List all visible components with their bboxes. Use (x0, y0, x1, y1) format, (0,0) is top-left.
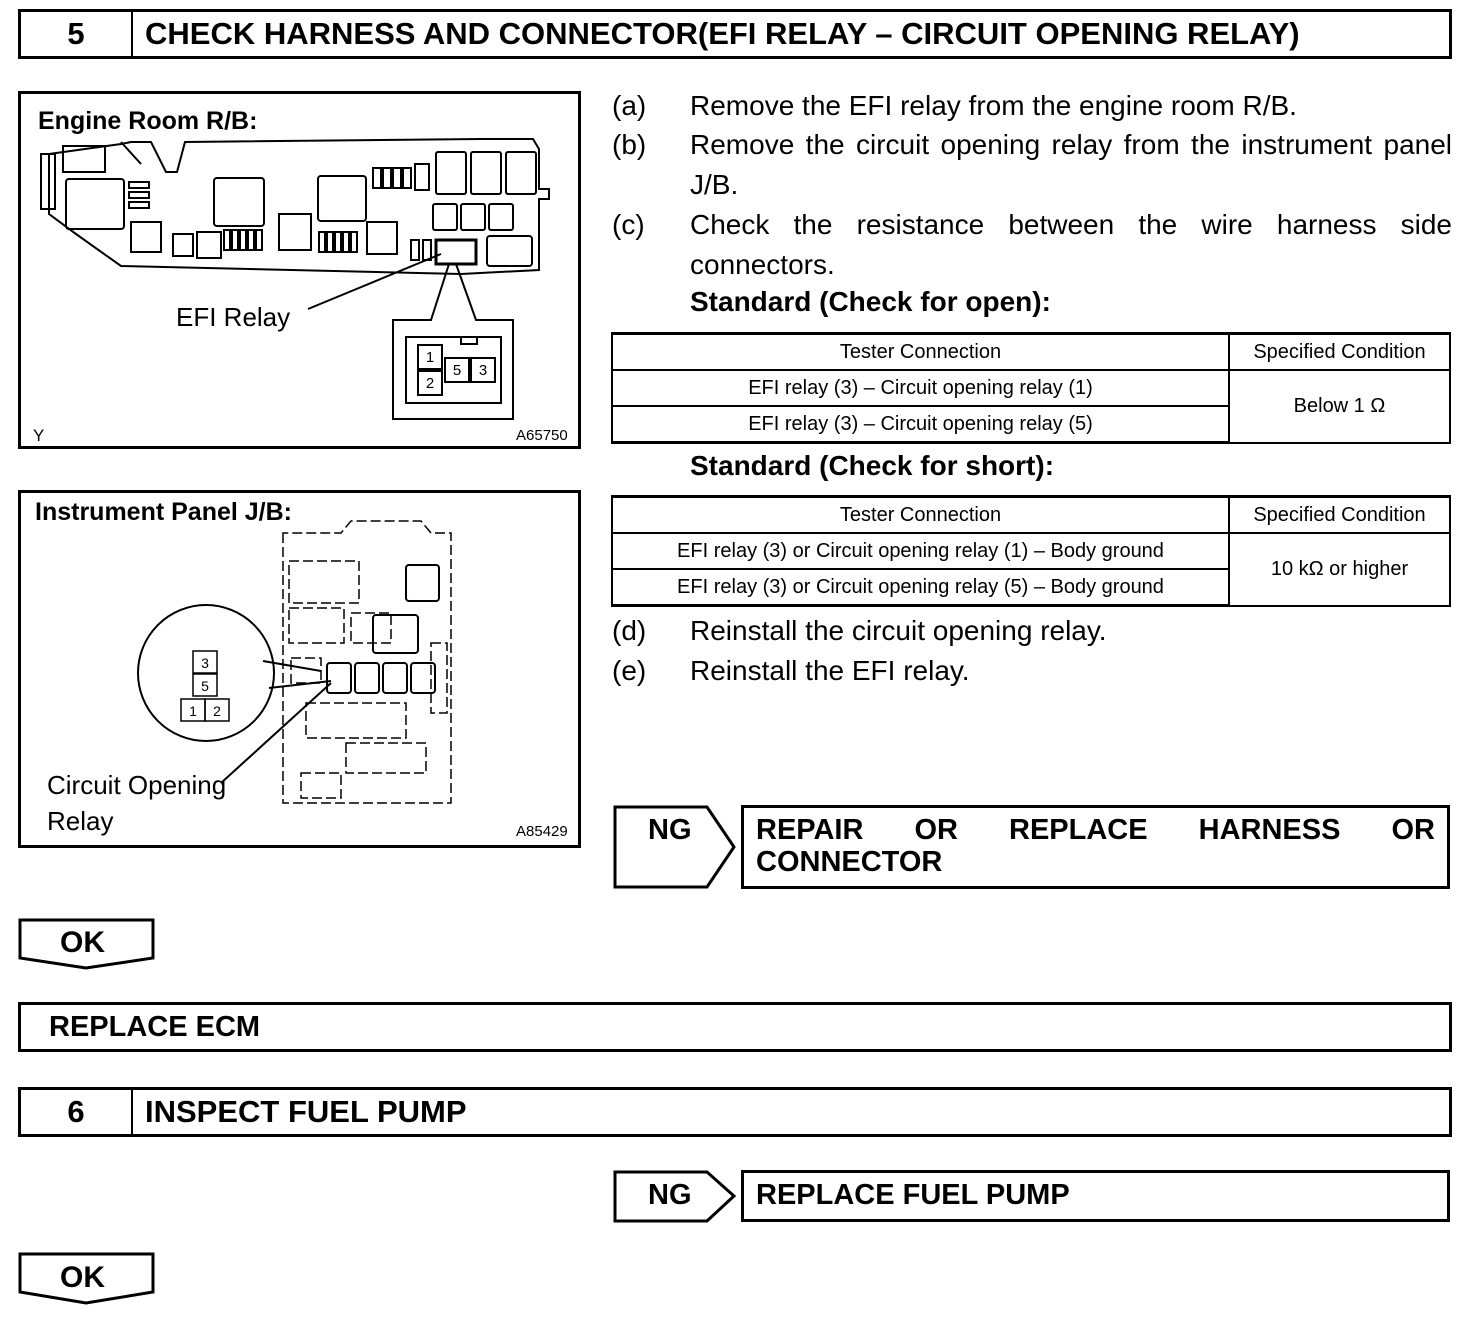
step-title: INSPECT FUEL PUMP (145, 1094, 467, 1129)
cor-terminal-3: 3 (201, 655, 209, 671)
instruction-letter: (c) (612, 209, 645, 240)
instruction-text: Remove the EFI relay from the engine room R/B. (690, 90, 1297, 121)
table-row (612, 370, 1450, 406)
replace-ecm-bar (18, 1002, 1452, 1052)
standard-open-table (611, 332, 1451, 444)
figure-title: Engine Room R/B: (38, 107, 258, 135)
step-number: 6 (21, 1090, 133, 1134)
table-header-row (612, 497, 1450, 534)
instruction-letter: (b) (612, 129, 647, 160)
label-line-2: Relay (47, 806, 114, 836)
instruction-letter: (d) (612, 615, 647, 646)
efi-terminal-2: 2 (425, 375, 435, 392)
ng-action-text: REPLACE FUEL PUMP (756, 1179, 1070, 1211)
standard-open-heading: Standard (Check for open): (690, 286, 1051, 317)
cor-terminal-1: 1 (189, 703, 197, 719)
instruction-text: Remove the circuit opening relay from the instrument panel J/B. (690, 129, 1452, 200)
instruction-letter: (e) (612, 655, 647, 686)
cor-terminal-5: 5 (201, 678, 209, 694)
table-cell: EFI relay (3) – Circuit opening relay (1) (612, 370, 1229, 406)
step-number: 5 (21, 12, 133, 56)
condition-cell: Below 1 Ω (1229, 370, 1450, 443)
figure-code: A65750 (516, 427, 568, 444)
efi-terminal-1: 1 (425, 349, 435, 366)
table-header: Specified Condition (1229, 497, 1450, 534)
condition-cell: 10 kΩ or higher (1229, 533, 1450, 606)
ng-action-1 (741, 805, 1450, 889)
ok-tag-1: OK (60, 926, 105, 959)
engine-room-rb-figure (18, 91, 581, 449)
label-line-1: Circuit Opening (47, 770, 227, 800)
standard-short-table (611, 495, 1451, 607)
instruction-letter: (a) (612, 90, 647, 121)
figure-title: Instrument Panel J/B: (35, 498, 292, 526)
ng-tag-2: NG (648, 1179, 692, 1211)
instruction-d (612, 611, 1452, 651)
table-cell: EFI relay (3) – Circuit opening relay (5) (612, 406, 1229, 443)
cor-terminal-2: 2 (213, 703, 221, 719)
ng-action-text: REPAIR OR REPLACE HARNESS OR CONNECTOR (756, 814, 1435, 878)
table-header: Tester Connection (612, 497, 1229, 534)
step-title: CHECK HARNESS AND CONNECTOR(EFI RELAY – CIRCUIT OPENING RELAY) (145, 16, 1300, 51)
instruction-a (612, 86, 1452, 126)
table-header: Specified Condition (1229, 334, 1450, 371)
instruction-text: Check the resistance between the wire harness side connectors. (690, 209, 1452, 280)
instruction-c (612, 205, 1452, 285)
table-header: Tester Connection (612, 334, 1229, 371)
figure-code: A85429 (516, 823, 568, 840)
table-header-row (612, 334, 1450, 371)
instruction-text: Reinstall the EFI relay. (690, 655, 970, 686)
engine-room-rb-diagram (21, 94, 584, 452)
table-cell: EFI relay (3) or Circuit opening relay (1) – Body ground (612, 533, 1229, 569)
replace-ecm-text: REPLACE ECM (49, 1010, 261, 1043)
instrument-panel-jb-figure (18, 490, 581, 848)
instruction-text: Reinstall the circuit opening relay. (690, 615, 1107, 646)
table-cell: EFI relay (3) or Circuit opening relay (5) – Body ground (612, 569, 1229, 606)
circuit-opening-relay-label (47, 767, 226, 839)
step-5-header (18, 9, 1452, 59)
efi-relay-label: EFI Relay (176, 302, 291, 332)
step-6-header (18, 1087, 1452, 1137)
ok-tag-2: OK (60, 1261, 105, 1294)
ng-tag-1: NG (648, 814, 692, 846)
figure-corner-mark: Y (33, 426, 45, 445)
standard-short-heading: Standard (Check for short): (690, 450, 1055, 481)
instruction-b (612, 125, 1452, 205)
efi-terminal-3: 3 (478, 362, 488, 379)
efi-terminal-5: 5 (452, 362, 462, 379)
instruction-e (612, 651, 1452, 691)
ng-action-2 (741, 1170, 1450, 1222)
table-row (612, 533, 1450, 569)
